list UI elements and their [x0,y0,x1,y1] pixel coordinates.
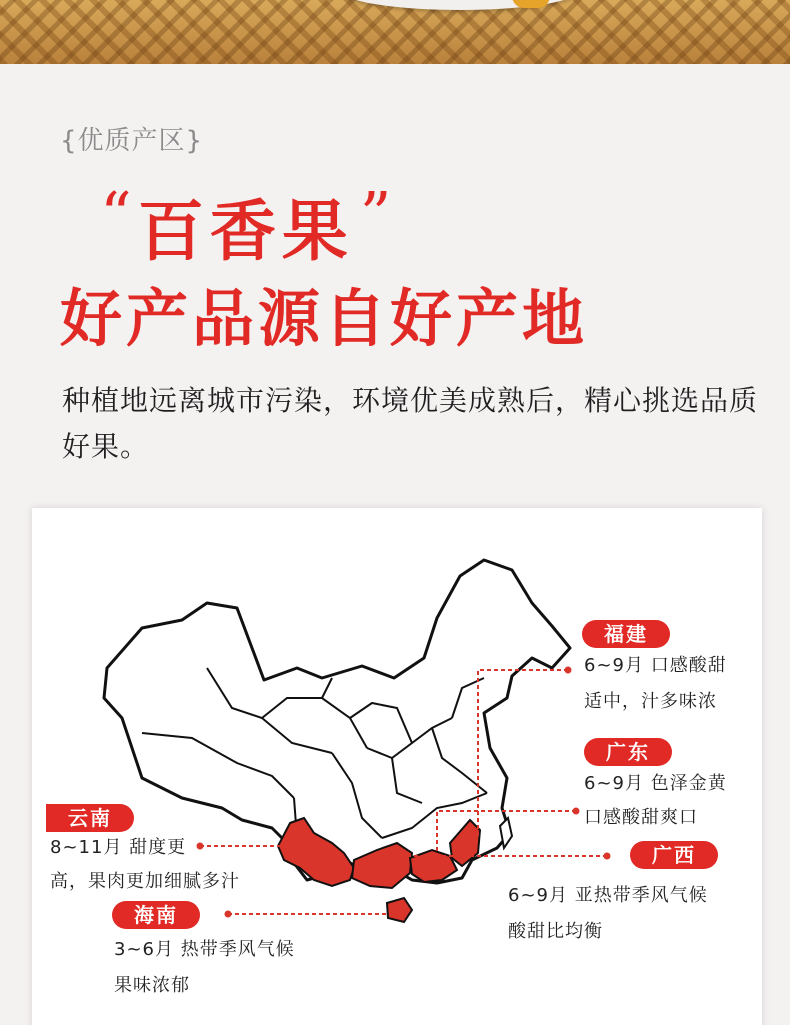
hainan-region [387,898,412,922]
quote-close: ” [359,178,392,251]
region-label-guangxi: 广西 [630,841,718,869]
yunnan-line2: 高，果肉更加细腻多汁 [50,871,240,892]
fujian-line2: 适中，汁多味浓 [584,691,717,712]
guangdong-line1: 6~9月 色泽金黄 [584,773,727,794]
title-text: 百香果 [137,193,354,270]
headline-title [100,178,392,274]
guangdong-line2: 口感酸甜爽口 [584,807,698,828]
section-tag: {优质产区} [60,126,204,156]
hainan-line2: 果味浓郁 [114,975,190,996]
plate-graphic [340,0,580,10]
region-label-hainan: 海南 [112,901,200,929]
description-text: 种植地远离城市污染，环境优美成熟后，精心挑选品质好果。 [62,384,759,463]
fujian-line1: 6~9月 口感酸甜 [584,655,727,676]
headline-subtitle: 好产品源自好产地 [60,282,589,355]
quote-open: “ [100,178,132,251]
map-card [32,508,762,1025]
region-label-yunnan: 云南 [46,804,134,832]
banner-image [0,0,790,64]
yunnan-line1: 8~11月 甜度更 [50,837,187,858]
region-label-fujian: 福建 [582,620,670,648]
guangxi-line2: 酸甜比均衡 [508,921,603,942]
region-label-guangdong: 广东 [584,738,672,766]
fruit-graphic [512,0,550,8]
guangxi-line1: 6~9月 亚热带季风气候 [508,885,708,906]
hainan-line1: 3~6月 热带季风气候 [114,939,295,960]
